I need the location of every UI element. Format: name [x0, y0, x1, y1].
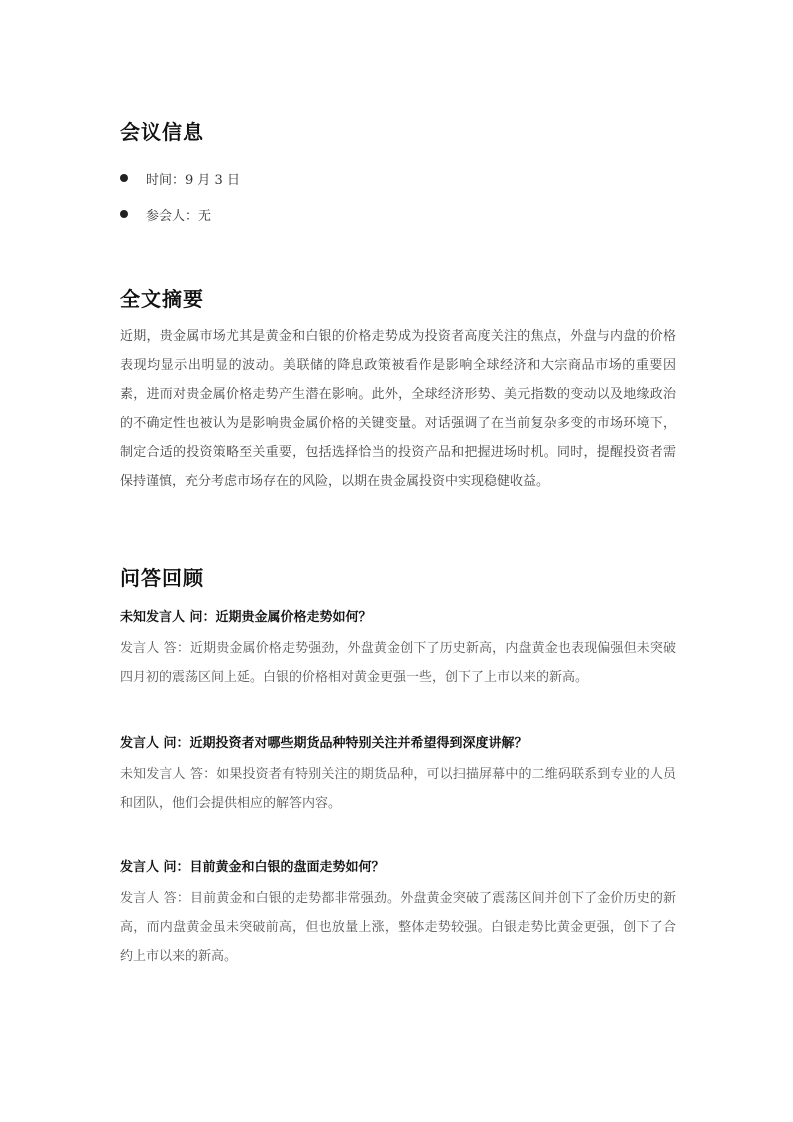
meeting-attendees: 参会人：无 — [146, 208, 212, 224]
qa-question-1: 未知发言人 问：近期贵金属价格走势如何？ — [120, 610, 372, 625]
summary-text: 近期，贵金属市场尤其是黄金和白银的价格走势成为投资者高度关注的焦点，外盘与内盘的价格表现均显示出明显的波动。美联储的降息政策被看作是影响全球经济和大宗商品市场的重要因素，进而对贵金属价格走势产生潜在影响。此外，全球经济形势、美元指数的变动以及地缘政治的不确定性也被认为是影响贵金属价格的关键变量。对话强调了在当前复杂多变的市场环境下，制定合适的投资策略至关重要，包括选择恰当的投资产品和把握进场时机。同时，提醒投资者需保持谨慎，充分考虑市场存在的风险，以期在贵金属投资中实现稳健收益。 — [120, 329, 676, 489]
meeting-time: 时间：9 月 3 日 — [146, 172, 240, 188]
qa-question-3: 发言人 问：目前黄金和白银的盘面走势如何？ — [120, 860, 385, 875]
summary-heading: 全文摘要 — [120, 287, 204, 311]
meeting-attendees-item — [120, 204, 211, 224]
qa-heading: 问答回顾 — [120, 566, 204, 590]
bullet-icon — [120, 174, 128, 182]
qa-question-2: 发言人 问：近期投资者对哪些期货品种特别关注并希望得到深度讲解？ — [120, 736, 528, 751]
qa-answer-1: 发言人 答：近期贵金属价格走势强劲，外盘黄金创下了历史新高，内盘黄金也表现偏强但未突破四月初的震荡区间上延。白银的价格相对黄金更强一些，创下了上市以来的新高。 — [120, 641, 676, 685]
meeting-time-item — [120, 168, 240, 188]
meeting-info-heading: 会议信息 — [120, 120, 204, 144]
qa-answer-3: 发言人 答：目前黄金和白银的走势都非常强劲。外盘黄金突破了震荡区间并创下了金价历史的新高，而内盘黄金虽未突破前高，但也放量上涨，整体走势较强。白银走势比黄金更强，创下了合约上市以来的新高。 — [120, 891, 676, 964]
qa-answer-2: 未知发言人 答：如果投资者有特别关注的期货品种，可以扫描屏幕中的二维码联系到专业的人员和团队，他们会提供相应的解答内容。 — [120, 767, 676, 811]
bullet-icon — [120, 210, 128, 218]
